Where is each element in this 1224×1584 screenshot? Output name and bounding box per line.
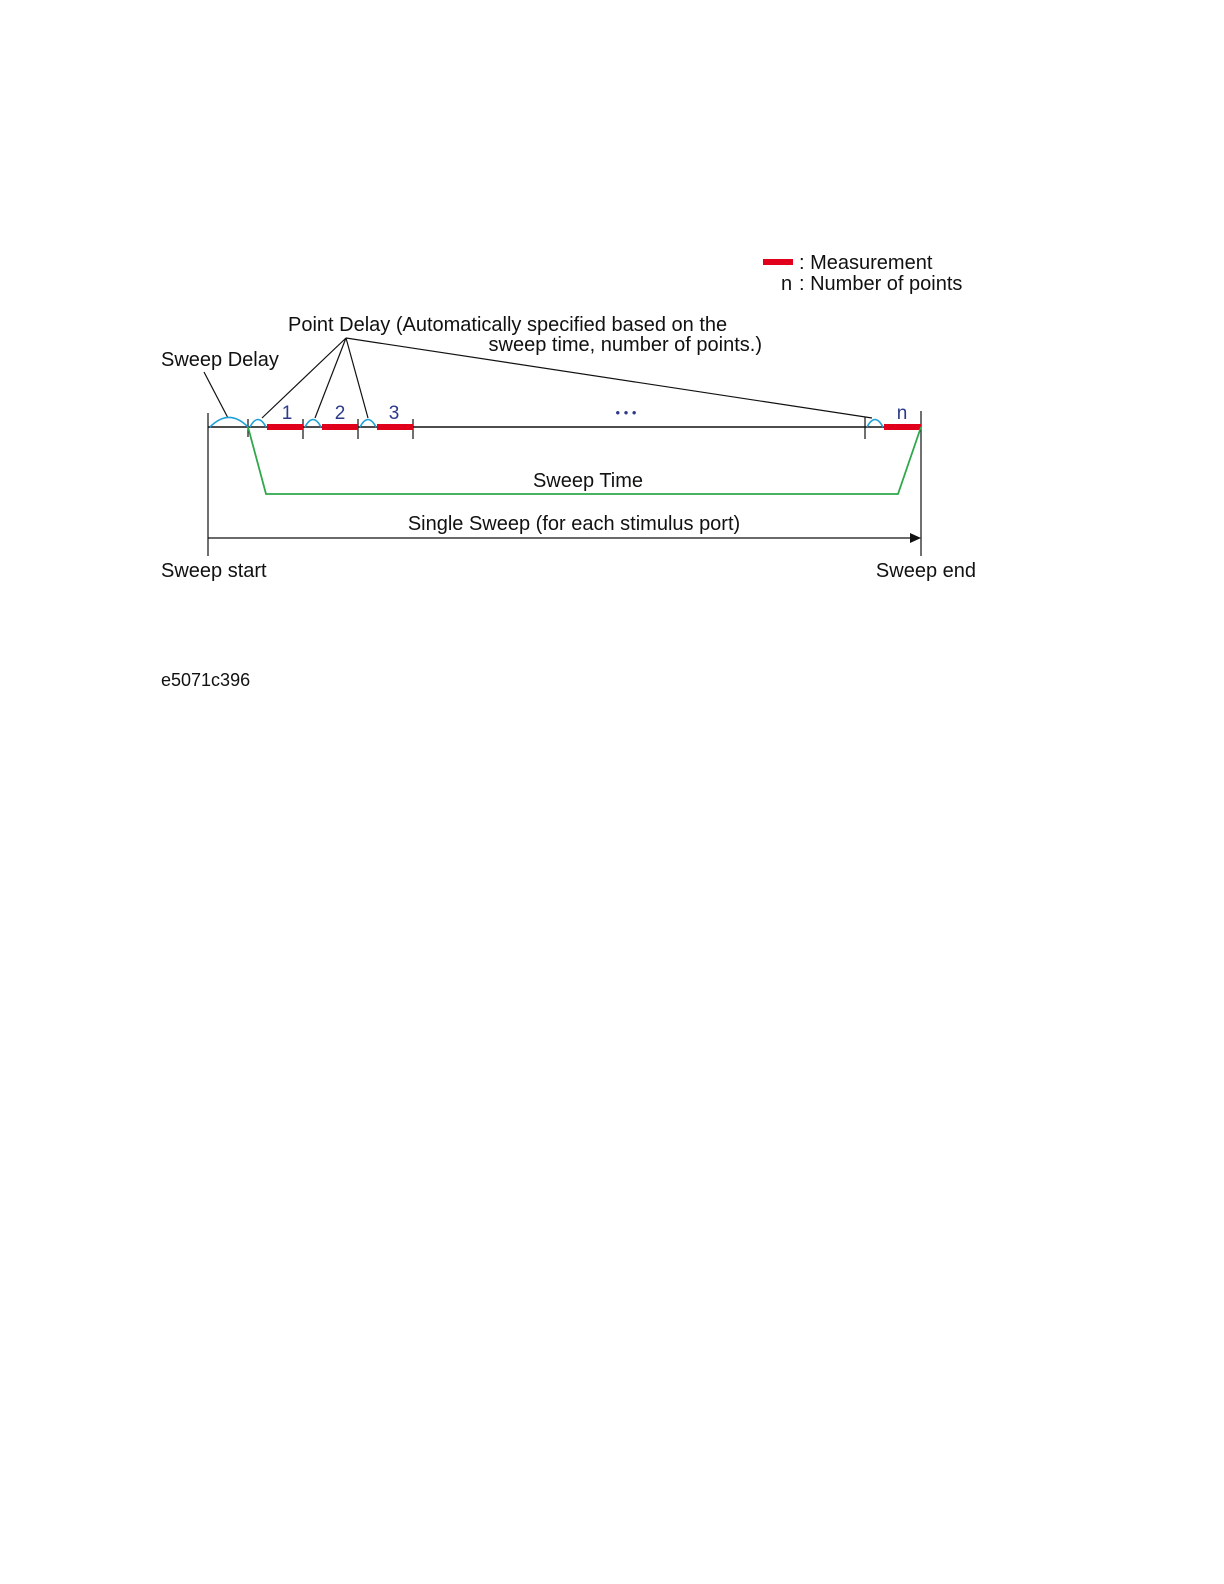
sweep-delay-leader <box>204 372 228 418</box>
sweep-delay-arc <box>210 418 248 428</box>
sweep-delay-label: Sweep Delay <box>161 349 279 371</box>
sweep-start-label: Sweep start <box>161 560 267 582</box>
point-label-1: 1 <box>281 403 293 424</box>
point-label-n: n <box>896 403 908 424</box>
sweep-time-label: Sweep Time <box>532 470 644 492</box>
point-delay-arc-1 <box>250 420 266 428</box>
legend-points-label: : Number of points <box>799 273 963 295</box>
delay-arcs <box>210 418 883 428</box>
legend-points-symbol: n <box>781 273 793 295</box>
single-sweep-label: Single Sweep (for each stimulus port) <box>407 513 741 535</box>
figure-id: e5071c396 <box>161 670 251 690</box>
point-delay-arc-n <box>867 420 883 428</box>
legend-measurement-label: : Measurement <box>799 252 933 274</box>
single-sweep-arrowhead <box>910 533 921 543</box>
point-delay-arc-2 <box>305 420 321 428</box>
sweep-end-label: Sweep end <box>875 560 976 582</box>
point-label-ellipsis: • • • <box>615 405 637 420</box>
point-delay-arc-3 <box>360 420 376 428</box>
point-label-3: 3 <box>388 403 400 424</box>
point-label-2: 2 <box>334 403 346 424</box>
legend <box>763 252 962 295</box>
point-delay-label-line2: sweep time, number of points.) <box>488 334 762 356</box>
point-delay-label-line1: Point Delay (Automatically specified based on the <box>288 314 728 336</box>
